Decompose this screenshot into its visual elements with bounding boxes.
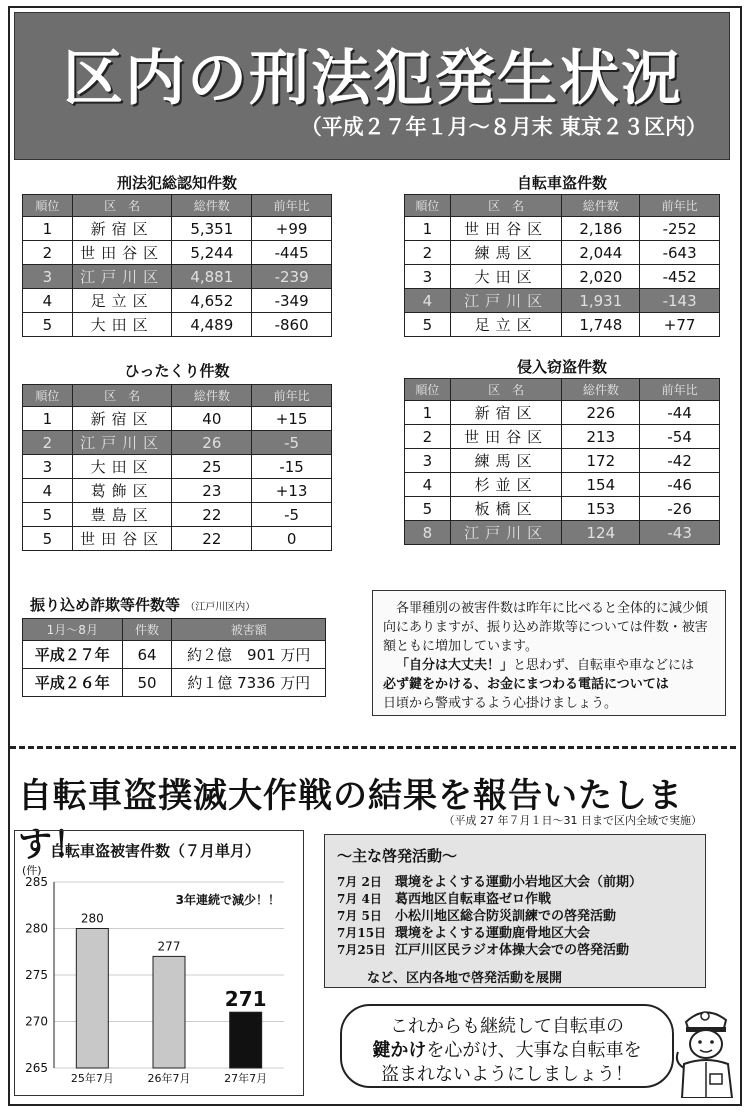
col-header: 被害額 <box>172 619 326 641</box>
rank-cell: 5 <box>405 313 451 337</box>
chart-annotation: 3年連続で減少！！ <box>175 893 280 907</box>
count-cell: 4,652 <box>172 289 252 313</box>
note-warning <box>383 656 715 675</box>
count-cell: 1,748 <box>562 313 640 337</box>
ward-cell: 世田谷区 <box>72 241 172 265</box>
rank-cell: 2 <box>23 431 73 455</box>
change-cell: -54 <box>640 425 720 449</box>
change-cell: -239 <box>252 265 332 289</box>
activity-item <box>337 925 693 942</box>
y-axis-label: (件) <box>22 864 42 877</box>
bubble-text: これからも継続して自転車の <box>390 1016 624 1037</box>
table-snatching <box>22 384 332 551</box>
change-cell: -349 <box>252 289 332 313</box>
ward-cell: 江戸川区 <box>72 431 172 455</box>
rank-cell: 1 <box>405 401 451 425</box>
count-cell: 64 <box>122 641 172 669</box>
count-cell: 154 <box>562 473 640 497</box>
change-cell: 0 <box>252 527 332 551</box>
table-row <box>23 313 332 337</box>
rank-cell: 3 <box>405 449 451 473</box>
bubble-emphasis: 鍵かけ <box>372 1040 427 1061</box>
ward-cell: 板橋区 <box>450 497 562 521</box>
table-row <box>405 473 720 497</box>
change-cell: -15 <box>252 455 332 479</box>
count-cell: 213 <box>562 425 640 449</box>
table-row <box>405 449 720 473</box>
amount-cell: 約２億 901 万円 <box>172 641 326 669</box>
col-header: 総件数 <box>172 195 252 217</box>
section-note: （平成 27 年７月１日～31 日まで区内全域で実施） <box>443 814 702 827</box>
speech-bubble <box>340 1004 674 1088</box>
table-total-crimes <box>22 194 332 337</box>
y-tick-label: 285 <box>25 875 48 889</box>
col-header: 区 名 <box>72 195 172 217</box>
note-emphasis: 必ず鍵をかける、お金にまつわる電話については <box>383 677 669 692</box>
chart-title: 自転車盗被害件数（７月単月） <box>50 842 261 860</box>
table-row <box>23 641 326 669</box>
ward-cell: 大田区 <box>72 313 172 337</box>
x-tick-label: 27年7月 <box>224 1072 268 1085</box>
table-burglary <box>404 378 720 545</box>
col-header: 総件数 <box>562 195 640 217</box>
table-title: ひったくり件数 <box>124 362 230 380</box>
table-bicycle-theft <box>404 194 720 337</box>
ward-cell: 大田区 <box>72 455 172 479</box>
table-fraud <box>22 618 326 697</box>
activity-item <box>337 942 693 959</box>
col-header: 区 名 <box>450 195 562 217</box>
rank-cell: 5 <box>23 503 73 527</box>
y-tick-label: 270 <box>25 1014 48 1029</box>
change-cell: -452 <box>640 265 720 289</box>
change-cell: +99 <box>252 217 332 241</box>
rank-cell: 5 <box>23 313 73 337</box>
ward-cell: 世田谷区 <box>450 217 562 241</box>
bar <box>230 1012 262 1068</box>
count-cell: 5,244 <box>172 241 252 265</box>
count-cell: 226 <box>562 401 640 425</box>
rank-cell: 8 <box>405 521 451 545</box>
change-cell: -46 <box>640 473 720 497</box>
activity-item <box>337 891 693 908</box>
ward-cell: 足立区 <box>72 289 172 313</box>
activities-box <box>324 834 706 988</box>
count-cell: 153 <box>562 497 640 521</box>
count-cell: 2,044 <box>562 241 640 265</box>
count-cell: 4,489 <box>172 313 252 337</box>
rank-cell: 3 <box>23 455 73 479</box>
activity-date: 7月 5日 <box>337 909 382 923</box>
activity-text: 環境をよくする運動小岩地区大会（前期） <box>395 875 643 890</box>
bar-chart <box>14 860 304 1096</box>
activity-date: 7月 2日 <box>337 875 382 889</box>
table-title: 侵入窃盗件数 <box>516 358 607 376</box>
page-title: 区内の刑法犯発生状況 <box>63 44 683 114</box>
change-cell: +13 <box>252 479 332 503</box>
x-tick-label: 25年7月 <box>70 1072 114 1085</box>
ward-cell: 江戸川区 <box>72 265 172 289</box>
count-cell: 22 <box>172 503 252 527</box>
table-row <box>23 407 332 431</box>
rank-cell: 1 <box>23 217 73 241</box>
table-row <box>405 265 720 289</box>
count-cell: 5,351 <box>172 217 252 241</box>
rank-cell: 1 <box>23 407 73 431</box>
table-row <box>23 289 332 313</box>
x-tick-label: 26年7月 <box>147 1072 191 1085</box>
col-header: 前年比 <box>640 195 720 217</box>
table-title-note: （江戸川区内） <box>185 602 256 613</box>
table-row-highlight <box>405 521 720 545</box>
col-header: 前年比 <box>640 379 720 401</box>
col-header: 区 名 <box>450 379 562 401</box>
change-cell: -643 <box>640 241 720 265</box>
change-cell: -5 <box>252 503 332 527</box>
table-row <box>23 503 332 527</box>
activity-date: 7月15日 <box>337 926 387 940</box>
ward-cell: 新宿区 <box>72 407 172 431</box>
ward-cell: 大田区 <box>450 265 562 289</box>
note-text: 日頃から警戒するよう心掛けましょう。 <box>383 696 618 711</box>
ward-cell: 世田谷区 <box>72 527 172 551</box>
col-header: 順位 <box>23 385 73 407</box>
y-tick-label: 280 <box>25 921 48 936</box>
count-cell: 23 <box>172 479 252 503</box>
count-cell: 2,020 <box>562 265 640 289</box>
table-title-fraud <box>30 594 330 615</box>
table-row-highlight <box>23 265 332 289</box>
col-header: 順位 <box>405 379 451 401</box>
count-cell: 50 <box>122 669 172 697</box>
change-cell: -252 <box>640 217 720 241</box>
table-title: 刑法犯総認知件数 <box>116 174 237 192</box>
change-cell: -143 <box>640 289 720 313</box>
count-cell: 172 <box>562 449 640 473</box>
bar <box>153 956 185 1068</box>
section-divider <box>10 746 736 749</box>
data-label: 277 <box>157 939 181 954</box>
rank-cell: 3 <box>405 265 451 289</box>
y-tick-label: 275 <box>25 968 48 982</box>
col-header: 区 名 <box>72 385 172 407</box>
table-row <box>23 669 326 697</box>
table-row-highlight <box>405 289 720 313</box>
page-subtitle: （平成２７年１月～８月末 東京２３区内） <box>300 114 707 139</box>
table-row <box>23 479 332 503</box>
ward-cell: 葛飾区 <box>72 479 172 503</box>
activity-item <box>337 908 693 925</box>
col-header: 前年比 <box>252 195 332 217</box>
amount-cell: 約１億 7336 万円 <box>172 669 326 697</box>
bubble-text: を心がけ、大事な自転車を <box>426 1040 642 1061</box>
count-cell: 2,186 <box>562 217 640 241</box>
rank-cell: 4 <box>23 479 73 503</box>
ward-cell: 練馬区 <box>450 241 562 265</box>
table-row <box>405 217 720 241</box>
ward-cell: 豊島区 <box>72 503 172 527</box>
activity-text: 江戸川区民ラジオ体操大会での啓発活動 <box>395 943 630 958</box>
activity-date: 7月 4日 <box>337 892 382 906</box>
change-cell: +15 <box>252 407 332 431</box>
change-cell: -5 <box>252 431 332 455</box>
section-title: 自転車盗撲滅大作戦の結果を報告いたします！ <box>18 776 683 865</box>
header-banner <box>14 12 730 160</box>
table-row <box>405 241 720 265</box>
col-header: 総件数 <box>562 379 640 401</box>
change-cell: -44 <box>640 401 720 425</box>
table-title: 振り込め詐欺等件数等 <box>30 596 181 614</box>
y-tick-label: 265 <box>25 1061 48 1075</box>
rank-cell: 4 <box>405 289 451 313</box>
count-cell: 1,931 <box>562 289 640 313</box>
rank-cell: 2 <box>405 241 451 265</box>
note-text: 各罪種別の被害件数は昨年に比べると全体的に減少傾向にありますが、振り込め詐欺等については件数・被害額ともに増加しています。 <box>383 601 709 654</box>
year-cell: 平成２７年 <box>23 641 123 669</box>
rank-cell: 2 <box>23 241 73 265</box>
count-cell: 40 <box>172 407 252 431</box>
table-row <box>23 527 332 551</box>
rank-cell: 4 <box>405 473 451 497</box>
activities-footer: など、区内各地で啓発活動を展開 <box>367 971 563 986</box>
data-label: 280 <box>80 911 104 926</box>
rank-cell: 5 <box>23 527 73 551</box>
table-row <box>23 217 332 241</box>
table-row <box>23 241 332 265</box>
col-header: 順位 <box>23 195 73 217</box>
change-cell: -43 <box>640 521 720 545</box>
change-cell: +77 <box>640 313 720 337</box>
year-cell: 平成２６年 <box>23 669 123 697</box>
rank-cell: 2 <box>405 425 451 449</box>
ward-cell: 杉並区 <box>450 473 562 497</box>
col-header: 前年比 <box>252 385 332 407</box>
count-cell: 22 <box>172 527 252 551</box>
ward-cell: 新宿区 <box>72 217 172 241</box>
note-emphasis: 「自分は大丈夫！」 <box>396 658 514 673</box>
activity-item <box>337 874 693 891</box>
bar <box>76 929 108 1069</box>
count-cell: 25 <box>172 455 252 479</box>
ward-cell: 足立区 <box>450 313 562 337</box>
rank-cell: 1 <box>405 217 451 241</box>
table-row <box>405 313 720 337</box>
rank-cell: 4 <box>23 289 73 313</box>
change-cell: -42 <box>640 449 720 473</box>
change-cell: -445 <box>252 241 332 265</box>
ward-cell: 練馬区 <box>450 449 562 473</box>
activity-text: 環境をよくする運動鹿骨地区大会 <box>395 926 591 941</box>
change-cell: -26 <box>640 497 720 521</box>
police-officer-illustration <box>674 1000 736 1098</box>
table-row <box>405 425 720 449</box>
activity-text: 葛西地区自転車盗ゼロ作戦 <box>395 892 552 907</box>
rank-cell: 3 <box>23 265 73 289</box>
rank-cell: 5 <box>405 497 451 521</box>
count-cell: 26 <box>172 431 252 455</box>
table-row-highlight <box>23 431 332 455</box>
activities-heading: ～主な啓発活動～ <box>337 847 458 865</box>
note-text: と思わず、自転車や車などには <box>513 658 694 673</box>
bubble-line <box>342 1039 672 1063</box>
table-title: 自転車盗件数 <box>516 174 607 192</box>
ward-cell: 新宿区 <box>450 401 562 425</box>
count-cell: 124 <box>562 521 640 545</box>
table-row <box>405 497 720 521</box>
table-row <box>23 455 332 479</box>
col-header: 件数 <box>122 619 172 641</box>
count-cell: 4,881 <box>172 265 252 289</box>
col-header: 総件数 <box>172 385 252 407</box>
col-header: 1月～8月 <box>23 619 123 641</box>
activity-date: 7月25日 <box>337 943 387 957</box>
change-cell: -860 <box>252 313 332 337</box>
ward-cell: 世田谷区 <box>450 425 562 449</box>
bubble-text: 盗まれないようにしましょう！ <box>381 1064 633 1085</box>
col-header: 順位 <box>405 195 451 217</box>
table-row <box>405 401 720 425</box>
ward-cell: 江戸川区 <box>450 521 562 545</box>
summary-note <box>372 590 726 716</box>
data-label: 271 <box>224 987 267 1012</box>
ward-cell: 江戸川区 <box>450 289 562 313</box>
activity-text: 小松川地区総合防災訓練での啓発活動 <box>395 909 617 924</box>
